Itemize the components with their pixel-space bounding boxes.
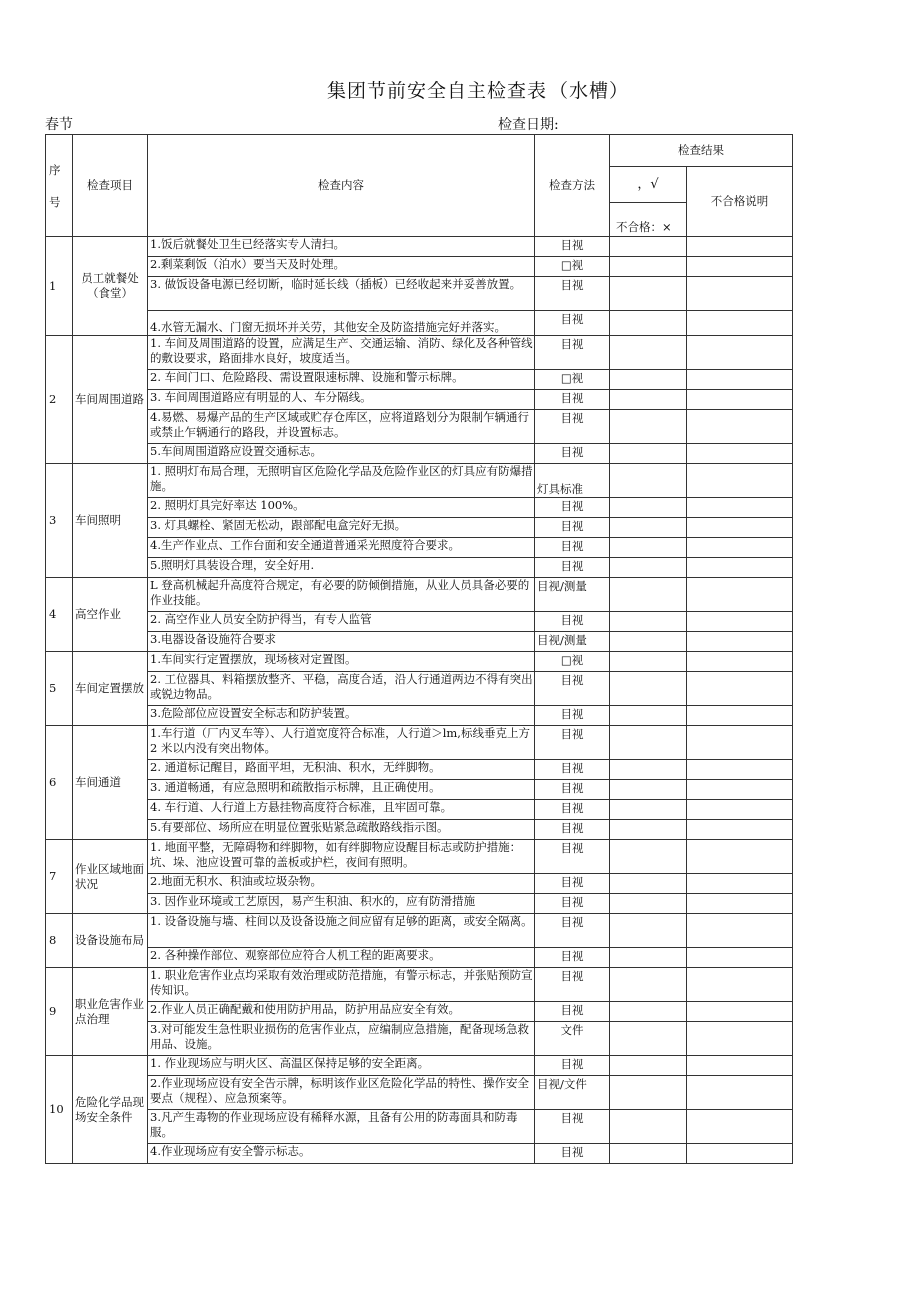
fail-note-cell[interactable] [687,914,793,948]
check-content: 2. 通道标记醒目，路面平坦，无积油、积水，无绊脚物。 [148,760,535,780]
check-method: 灯具标准 [535,464,610,498]
fail-note-cell[interactable] [687,840,793,874]
fail-note-cell[interactable] [687,780,793,800]
fail-note-cell[interactable] [687,948,793,968]
header-item: 检查项目 [73,135,148,237]
table-row [46,444,793,464]
header-seq [46,135,73,237]
check-method: 目视 [535,444,610,464]
result-cell[interactable] [610,558,687,578]
result-cell[interactable] [610,612,687,632]
check-content: 3.危险部位应设置安全标志和防护装置。 [148,706,535,726]
table-row [46,632,793,652]
check-method: 目视 [535,1110,610,1144]
fail-note-cell[interactable] [687,726,793,760]
section-number: 2 [46,336,73,464]
check-content: 1. 职业危害作业点均采取有效治理或防范措施，有警示标志，并张贴预防宣传知识。 [148,968,535,1002]
fail-note-cell[interactable] [687,311,793,336]
checklist-table [45,134,793,1164]
fail-note-cell[interactable] [687,1076,793,1110]
table-row [46,780,793,800]
result-cell[interactable] [610,968,687,1002]
check-method: 目视 [535,390,610,410]
section-item: 车间照明 [73,464,148,578]
check-method: □视 [535,370,610,390]
header-fail-note: 不合格说明 [687,167,793,237]
check-content: 2.作业人员正确配戴和使用防护用品，防护用品应安全有效。 [148,1002,535,1022]
table-row [46,1056,793,1076]
result-cell[interactable] [610,1110,687,1144]
check-content: 4.易燃、易爆产品的生产区域或贮存仓库区，应将道路划分为限制乍辆通行或禁止乍辆通行的路段，并设置标志。 [148,410,535,444]
table-row [46,538,793,558]
header-result: 检查结果 [610,135,793,167]
check-content: 3.凡产生毒物的作业现场应设有稀释水源，且备有公用的防毒面具和防毒服。 [148,1110,535,1144]
section-number: 3 [46,464,73,578]
header-fail-mark: 不合格：× [610,203,687,237]
check-method: 目视 [535,894,610,914]
table-row [46,948,793,968]
section-item: 车间定置摆放 [73,652,148,726]
result-cell[interactable] [610,336,687,370]
fail-note-cell[interactable] [687,498,793,518]
table-row [46,914,793,948]
check-content: 2. 各种操作部位、观察部位应符合人机工程的距离要求。 [148,948,535,968]
table-row [46,311,793,336]
table-row [46,800,793,820]
fail-note-cell[interactable] [687,336,793,370]
check-method: 目视 [535,311,610,336]
fail-note-cell[interactable] [687,874,793,894]
table-row [46,652,793,672]
page-title [0,76,920,103]
check-method: 目视 [535,410,610,444]
result-cell[interactable] [610,1056,687,1076]
fail-note-cell[interactable] [687,370,793,390]
table-row [46,410,793,444]
table-row [46,612,793,632]
section-item: 高空作业 [73,578,148,652]
fail-note-cell[interactable] [687,558,793,578]
result-cell[interactable] [610,518,687,538]
result-cell[interactable] [610,914,687,948]
check-method: 目视 [535,538,610,558]
section-number: 7 [46,840,73,914]
section-item: 设备设施布局 [73,914,148,968]
section-item: 作业区域地面状况 [73,840,148,914]
check-content: 1. 设备设施与墙、柱间以及设备设施之间应留有足够的距离，或安全隔离。 [148,914,535,948]
check-method: 目视 [535,612,610,632]
check-content: 3. 车间周围道路应有明显的人、车分隔线。 [148,390,535,410]
check-method: 目视 [535,1144,610,1164]
check-content: 2.地面无积水、积油或垃圾杂物。 [148,874,535,894]
result-cell[interactable] [610,894,687,914]
check-content: 3. 灯具螺栓、紧固无松动，跟部配电盒完好无损。 [148,518,535,538]
check-content: 3. 做饭设备电源已经切断，临时延长线（插板）已经收起来并妥善放置。 [148,277,535,311]
result-cell[interactable] [610,780,687,800]
fail-note-cell[interactable] [687,760,793,780]
check-method: 目视 [535,948,610,968]
result-cell[interactable] [610,370,687,390]
result-cell[interactable] [610,444,687,464]
check-method: 目视 [535,1002,610,1022]
section-number: 10 [46,1056,73,1164]
check-method: □视 [535,257,610,277]
check-content: 2. 车间门口、危险路段、需设置限速标牌、设施和警示标牌。 [148,370,535,390]
result-cell[interactable] [610,1144,687,1164]
check-content: 1.车间实行定置摆放，现场核对定置图。 [148,652,535,672]
check-method: 目视 [535,336,610,370]
section-number: 8 [46,914,73,968]
result-cell[interactable] [610,237,687,257]
check-content: 4.生产作业点、工作台面和安全通道普通采光照度符合要求。 [148,538,535,558]
festival-label: 春节 [45,117,73,133]
check-method: 目视 [535,498,610,518]
check-content: L 登高机械起升高度符合规定，有必要的防倾倒措施，从业人员具备必要的作业技能。 [148,578,535,612]
table-row [46,1110,793,1144]
result-cell[interactable] [610,726,687,760]
check-content: 1. 作业现场应与明火区、高温区保持足够的安全距离。 [148,1056,535,1076]
section-item: 车间周围道路 [73,336,148,464]
fail-note-cell[interactable] [687,277,793,311]
check-method: 目视/测量 [535,632,610,652]
check-method: 目视 [535,780,610,800]
fail-note-cell[interactable] [687,390,793,410]
section-item: 员工就餐处（食堂） [73,237,148,336]
check-method: 目视 [535,237,610,257]
fail-note-cell[interactable] [687,706,793,726]
result-cell[interactable] [610,760,687,780]
fail-note-cell[interactable] [687,464,793,498]
table-row [46,672,793,706]
check-method: 目视 [535,1056,610,1076]
section-number: 1 [46,237,73,336]
fail-note-cell[interactable] [687,1002,793,1022]
check-method: 文件 [535,1022,610,1056]
fail-note-cell[interactable] [687,894,793,914]
check-method: 目视 [535,726,610,760]
fail-note-cell[interactable] [687,1056,793,1076]
title-text: 集团节前安全自主检查表 [326,80,547,102]
fail-note-cell[interactable] [687,652,793,672]
table-row [46,257,793,277]
table-row [46,336,793,370]
table-row [46,277,793,311]
result-cell[interactable] [610,578,687,612]
check-method: 目视 [535,672,610,706]
result-cell[interactable] [610,948,687,968]
table-row [46,726,793,760]
result-cell[interactable] [610,390,687,410]
result-cell[interactable] [610,1002,687,1022]
result-cell[interactable] [610,464,687,498]
table-row [46,390,793,410]
check-content: 1.车行道（厂内叉车等）、人行道宽度符合标准，人行道＞lm,标线垂克上方 2 米以内没有突出物体。 [148,726,535,760]
check-content: 4.作业现场应有安全警示标志。 [148,1144,535,1164]
header-seq-bottom: 号 [49,194,61,209]
fail-note-cell[interactable] [687,672,793,706]
check-content: 5.车间周围道路应设置交通标志。 [148,444,535,464]
fail-note-cell[interactable] [687,1144,793,1164]
check-content: 1. 照明灯布局合理，无照明盲区危险化学品及危险作业区的灯具应有防爆措施。 [148,464,535,498]
result-cell[interactable] [610,652,687,672]
table-row [46,464,793,498]
table-row [46,1076,793,1110]
fail-note-cell[interactable] [687,632,793,652]
result-cell[interactable] [610,706,687,726]
check-content: 3.电器设备设施符合要求 [148,632,535,652]
check-method: 目视/文件 [535,1076,610,1110]
result-cell[interactable] [610,257,687,277]
result-cell[interactable] [610,1022,687,1056]
fail-note-cell[interactable] [687,444,793,464]
check-content: 1. 地面平整，无障碍物和绊脚物，如有绊脚物应设醒目标志或防护措施：坑、垛、池应设置可靠的盖板或护栏，夜间有照明。 [148,840,535,874]
check-content: 5.照明灯具装设合理，安全好用. [148,558,535,578]
check-method: 目视 [535,277,610,311]
check-content: 3.对可能发生急性职业损伤的危害作业点，应编制应急措施，配备现场急救用品、设施。 [148,1022,535,1056]
table-row [46,1022,793,1056]
result-cell[interactable] [610,538,687,558]
result-cell[interactable] [610,498,687,518]
fail-note-cell[interactable] [687,237,793,257]
check-method: 目视 [535,558,610,578]
check-method: 目视 [535,760,610,780]
result-cell[interactable] [610,277,687,311]
fail-note-cell[interactable] [687,968,793,1002]
table-row [46,894,793,914]
fail-note-cell[interactable] [687,1022,793,1056]
table-row [46,498,793,518]
result-cell[interactable] [610,840,687,874]
table-row [46,370,793,390]
check-content: 2.剩菜剩饭（泊水）要当天及时处理。 [148,257,535,277]
table-row [46,840,793,874]
section-number: 4 [46,578,73,652]
check-method: 目视 [535,518,610,538]
header-content: 检查内容 [148,135,535,237]
fail-note-cell[interactable] [687,1110,793,1144]
header-pass-mark: ，√ [610,167,687,203]
check-method: □视 [535,652,610,672]
check-content: 2.作业现场应设有安全告示牌，标明该作业区危险化学品的特性、操作安全要点（规程）、应急预案等。 [148,1076,535,1110]
table-row [46,1002,793,1022]
check-method: 目视 [535,706,610,726]
header-method: 检查方法 [535,135,610,237]
check-content: 4. 车行道、人行道上方悬挂物高度符合标准，且牢固可靠。 [148,800,535,820]
result-cell[interactable] [610,410,687,444]
check-content: 2. 高空作业人员安全防护得当，有专人监管 [148,612,535,632]
check-method: 目视 [535,874,610,894]
table-row [46,578,793,612]
fail-note-cell[interactable] [687,518,793,538]
fail-note-cell[interactable] [687,410,793,444]
check-method: 目视 [535,800,610,820]
check-method: 目视 [535,968,610,1002]
check-content: 2. 工位器具、料箱摆放整齐、平稳，高度合适，沿人行通道两边不得有突出或锐边物品。 [148,672,535,706]
section-item: 车间通道 [73,726,148,840]
table-row [46,237,793,257]
check-method: 目视 [535,914,610,948]
check-content: 4.水管无漏水、门窗无损坏并关劳，其他安全及防盗措施完好并落实。 [148,311,535,336]
result-cell[interactable] [610,800,687,820]
result-cell[interactable] [610,820,687,840]
check-method: 目视 [535,840,610,874]
result-cell[interactable] [610,632,687,652]
result-cell[interactable] [610,672,687,706]
section-number: 6 [46,726,73,840]
check-content: 2. 照明灯具完好率达 100%。 [148,498,535,518]
inspection-date-label: 检查日期: [498,117,559,133]
result-cell[interactable] [610,1076,687,1110]
fail-note-cell[interactable] [687,612,793,632]
result-cell[interactable] [610,311,687,336]
table-row [46,706,793,726]
table-row [46,558,793,578]
section-number: 9 [46,968,73,1056]
fail-note-cell[interactable] [687,800,793,820]
title-suffix: （水槽） [549,80,630,102]
section-item: 危险化学品现场安全条件 [73,1056,148,1164]
check-method: 目视/测量 [535,578,610,612]
table-row [46,1144,793,1164]
check-method: 目视 [535,820,610,840]
table-row [46,968,793,1002]
section-number: 5 [46,652,73,726]
table-row [46,874,793,894]
table-row [46,518,793,538]
table-row [46,820,793,840]
section-item: 职业危害作业点治理 [73,968,148,1056]
check-content: 1.饭后就餐处卫生已经落实专人清扫。 [148,237,535,257]
check-content: 3. 因作业环境或工艺原因，易产生积油、积水的，应有防滑措施 [148,894,535,914]
check-content: 5.有要部位、场所应在明显位置张贴紧急疏散路线指示图。 [148,820,535,840]
table-row [46,760,793,780]
check-content: 3. 通道畅通，有应急照明和疏散指示标牌，且正确使用。 [148,780,535,800]
fail-note-cell[interactable] [687,538,793,558]
result-cell[interactable] [610,874,687,894]
fail-note-cell[interactable] [687,820,793,840]
fail-note-cell[interactable] [687,257,793,277]
header-seq-top: 序 [49,162,61,177]
check-content: 1. 车间及周围道路的设置，应满足生产、交通运输、消防、绿化及各种管线的敷设要求，路面排水良好，坡度适当。 [148,336,535,370]
fail-note-cell[interactable] [687,578,793,612]
